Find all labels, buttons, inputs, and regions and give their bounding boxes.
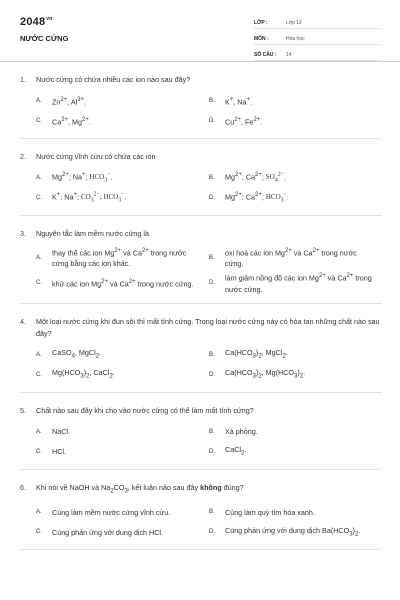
option-text: K+; Na+; $CO_3^{2-}$; $HCO_3^-$. — [52, 191, 127, 204]
option-key: C. — [36, 371, 42, 378]
question-number: 3. — [20, 229, 26, 238]
option-text: $Ca(HCO_3)_2$, $Mg(HCO_3)_2$. — [225, 368, 306, 380]
option-text: Cùng làm mềm nước cứng vĩnh cửu. — [52, 507, 171, 517]
answer-option[interactable] — [209, 112, 382, 130]
answer-option[interactable] — [36, 246, 209, 269]
option-key: D. — [209, 280, 215, 287]
answer-option[interactable] — [36, 92, 209, 110]
option-key: B. — [209, 351, 215, 358]
answer-option[interactable] — [36, 503, 209, 521]
option-text: $Ca(HCO_3)_2$, MgCl$_2$. — [225, 348, 288, 360]
option-key: A. — [36, 428, 42, 435]
question-text: Nước cứng vĩnh cửu có chứa các ion — [36, 152, 156, 161]
meta-row — [254, 16, 380, 29]
answer-option[interactable] — [209, 366, 382, 384]
option-text: $Mg(HCO_3)_2$, CaCl$_2$. — [52, 368, 115, 380]
meta-key: SỐ CÂU : — [254, 52, 277, 58]
answer-option[interactable] — [209, 423, 382, 441]
option-text: HCl. — [52, 447, 66, 457]
question-header — [20, 316, 382, 340]
question-item — [20, 216, 382, 304]
option-text: CaSO$_4$, MgCl$_2$. — [52, 348, 102, 360]
answer-option[interactable] — [36, 189, 209, 207]
option-text: $Zn^{2+}$, $Al^{3+}$. — [52, 96, 87, 107]
option-text: $Mg^{2+}$; $Ca^{2+}$; $HCO_3^-$. — [225, 191, 289, 204]
question-item — [20, 470, 382, 550]
question-list — [0, 62, 400, 550]
option-key: A. — [36, 254, 42, 261]
question-number: 4. — [20, 316, 26, 326]
question-item — [20, 393, 382, 470]
answer-option[interactable] — [36, 271, 209, 294]
answer-options — [20, 92, 382, 132]
answer-option[interactable] — [209, 271, 382, 294]
option-text: khử các ion $Mg^{2+}$ và $Ca^{2+}$ trong nước cứng. — [52, 278, 194, 289]
option-key: D. — [209, 371, 215, 378]
option-key: D. — [209, 448, 215, 455]
option-text: $Ca^{2+}$, $Mg^{2+}$. — [52, 116, 91, 127]
option-text: K+, Na+. — [225, 96, 253, 107]
answer-option[interactable] — [209, 189, 382, 207]
question-header — [20, 228, 382, 240]
answer-option[interactable] — [209, 346, 382, 364]
answer-option[interactable] — [209, 169, 382, 187]
answer-option[interactable] — [209, 523, 382, 541]
answer-option[interactable] — [36, 523, 209, 541]
option-key: D. — [209, 195, 215, 201]
option-key: C. — [36, 195, 42, 201]
answer-option[interactable] — [209, 503, 382, 521]
meta-key: MÔN : — [254, 36, 269, 42]
answer-options — [20, 346, 382, 386]
option-text: CaCl$_2$. — [225, 445, 247, 457]
question-item — [20, 139, 382, 216]
option-key: A. — [36, 509, 42, 516]
question-text: Khi nói về NaOH và $Na_2CO_3$, kết luận nào sau đây không đúng? — [36, 482, 244, 495]
option-key: A. — [36, 98, 42, 104]
meta-key: LỚP : — [254, 20, 268, 26]
option-key: D. — [209, 118, 215, 124]
option-key: A. — [36, 351, 42, 358]
option-key: C. — [36, 118, 42, 124]
answer-options — [20, 169, 382, 209]
meta-value: Hóa học — [286, 36, 305, 42]
question-number: 1. — [20, 75, 26, 84]
option-text: NaCl. — [52, 427, 70, 437]
answer-option[interactable] — [36, 346, 209, 364]
question-header — [20, 74, 382, 86]
option-key: B. — [209, 254, 215, 261]
question-text: Nước cứng có chứa nhiều các ion nào sau đây? — [36, 75, 191, 84]
meta-row — [254, 48, 380, 61]
option-key: C. — [36, 529, 42, 536]
question-item — [20, 304, 382, 393]
meta-row — [254, 32, 380, 45]
option-key: C. — [36, 448, 42, 455]
answer-option[interactable] — [36, 423, 209, 441]
answer-option[interactable] — [36, 112, 209, 130]
option-text: thay thế các ion $Mg^{2+}$ và $Ca^{2+}$ trong nước cứng bằng các ion khác. — [52, 248, 187, 269]
answer-options — [20, 246, 382, 297]
question-number: 2. — [20, 152, 26, 161]
option-text: làm giảm nồng độ các ion $Mg^{2+}$ và $Ca^{2+}$ trong nước cứng. — [225, 273, 372, 294]
question-header — [20, 151, 382, 163]
answer-option[interactable] — [36, 366, 209, 384]
option-key: A. — [36, 175, 42, 181]
option-key: B. — [209, 98, 215, 104]
question-number: 6. — [20, 482, 26, 492]
answer-options — [20, 423, 382, 463]
option-key: B. — [209, 509, 215, 516]
meta-value: 14 — [286, 52, 292, 58]
option-text: $Mg^{2+}$; $Ca^{2+}$; $SO_4^{2-}$. — [225, 171, 286, 184]
option-text: Cùng phản ứng với dung dịch HCl. — [52, 527, 164, 537]
meta-value: Lớp 12 — [286, 20, 302, 26]
option-text: oxi hoá các ion $Mg^{2+}$ và $Ca^{2+}$ trong nước cứng. — [225, 248, 357, 269]
answer-option[interactable] — [209, 92, 382, 110]
worksheet-meta — [254, 16, 380, 64]
question-text: Một loại nước cứng khi đun sôi thì mất tính cứng. Trong loại nước cứng này có hòa tan những chất nào sau đây? — [36, 316, 380, 338]
answer-option[interactable] — [36, 169, 209, 187]
option-text: $Mg^{2+}$; Na+; $HCO_3^-$. — [52, 171, 113, 184]
answer-option[interactable] — [209, 443, 382, 461]
option-text: Xà phòng. — [225, 427, 258, 437]
question-text: Chất nào sau đây khi cho vào nước cứng có thể làm mất tính cứng? — [36, 405, 254, 415]
question-header — [20, 405, 382, 417]
site-logo[interactable]: $2048^{vn}$ — [20, 16, 53, 28]
answer-option[interactable] — [36, 443, 209, 461]
question-header — [20, 482, 382, 497]
question-item — [20, 62, 382, 139]
option-key: D. — [209, 529, 215, 536]
option-key: C. — [36, 280, 42, 287]
option-text: $Cu^{2+}$, $Fe^{2+}$. — [225, 116, 263, 127]
option-text: Cùng làm quỳ tím hóa xanh. — [225, 507, 315, 517]
option-key: B. — [209, 428, 215, 435]
worksheet-title: NƯỚC CỨNG — [20, 34, 69, 43]
answer-options — [20, 503, 382, 543]
option-text: Cùng phản ứng với dung dịch $Ba(HCO_3)_2$. — [225, 525, 361, 537]
question-number: 5. — [20, 405, 26, 415]
question-text: Nguyên tắc làm mềm nước cứng là — [36, 229, 150, 238]
option-key: B. — [209, 175, 215, 181]
answer-option[interactable] — [209, 246, 382, 269]
worksheet-header — [0, 0, 400, 62]
